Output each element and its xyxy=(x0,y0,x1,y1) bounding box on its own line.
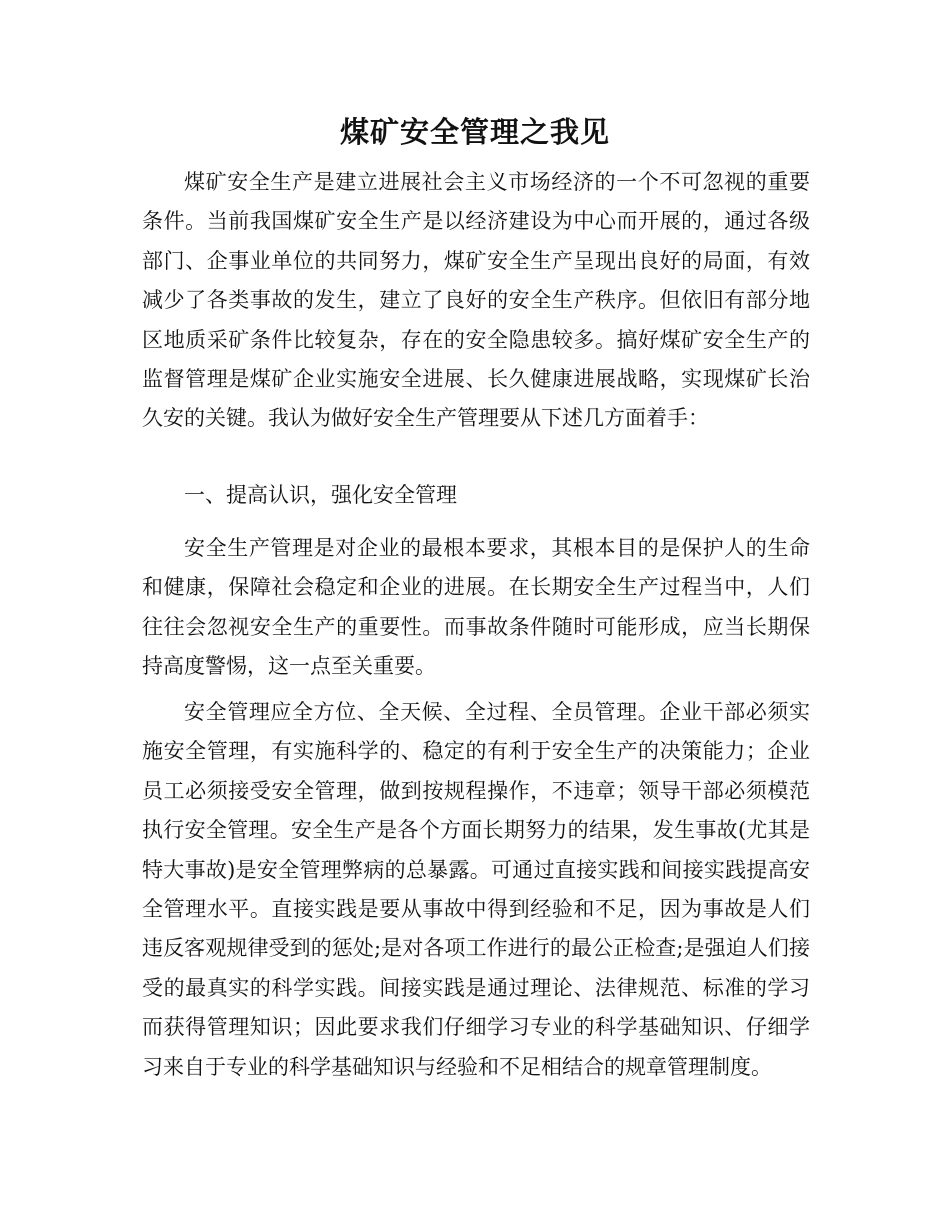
document-title: 煤矿安全管理之我见 xyxy=(339,115,610,149)
paragraph-section-1-b: 安全管理应全方位、全天候、全过程、全员管理。企业干部必须实施安全管理，有实施科学的、稳定的有利于安全生产的决策能力；企业员工必须接受安全管理，做到按规程操作，不违章；领导干部必须模范执行安全管理。安全生产是各个方面长期努力的结果，发生事故(尤其是特大事故)是安全管理弊病的总暴露。可通过直接实践和间接实践提高安全管理水平。直接实践是要从事故中得到经验和不足，因为事故是人们违反客观规律受到的惩处;是对各项工作进行的最公正检查;是强迫人们接受的最真实的科学实践。间接实践是通过理论、法律规范、标准的学习而获得管理知识；因此要求我们仔细学习专业的科学基础知识、仔细学习来自于专业的科学基础知识与经验和不足相结合的规章管理制度。 xyxy=(142,700,810,1079)
paragraph-section-1-a: 安全生产管理是对企业的最根本要求，其根本目的是保护人的生命和健康，保障社会稳定和企业的进展。在长期安全生产过程当中，人们往往会忽视安全生产的重要性。而事故条件随时可能形成，应当长期保持高度警惕，这一点至关重要。 xyxy=(142,536,810,679)
paragraph-intro: 煤矿安全生产是建立进展社会主义市场经济的一个不可忽视的重要条件。当前我国煤矿安全生产是以经济建设为中心而开展的，通过各级部门、企事业单位的共同努力，煤矿安全生产呈现出良好的局面，有效减少了各类事故的发生，建立了良好的安全生产秩序。但依旧有部分地区地质采矿条件比较复杂，存在的安全隐患较多。搞好煤矿安全生产的监督管理是煤矿企业实施安全进展、长久健康进展战略，实现煤矿长治久安的关键。我认为做好安全生产管理要从下述几方面着手： xyxy=(142,170,810,431)
section-heading-1: 一、提高认识，强化安全管理 xyxy=(184,483,457,507)
